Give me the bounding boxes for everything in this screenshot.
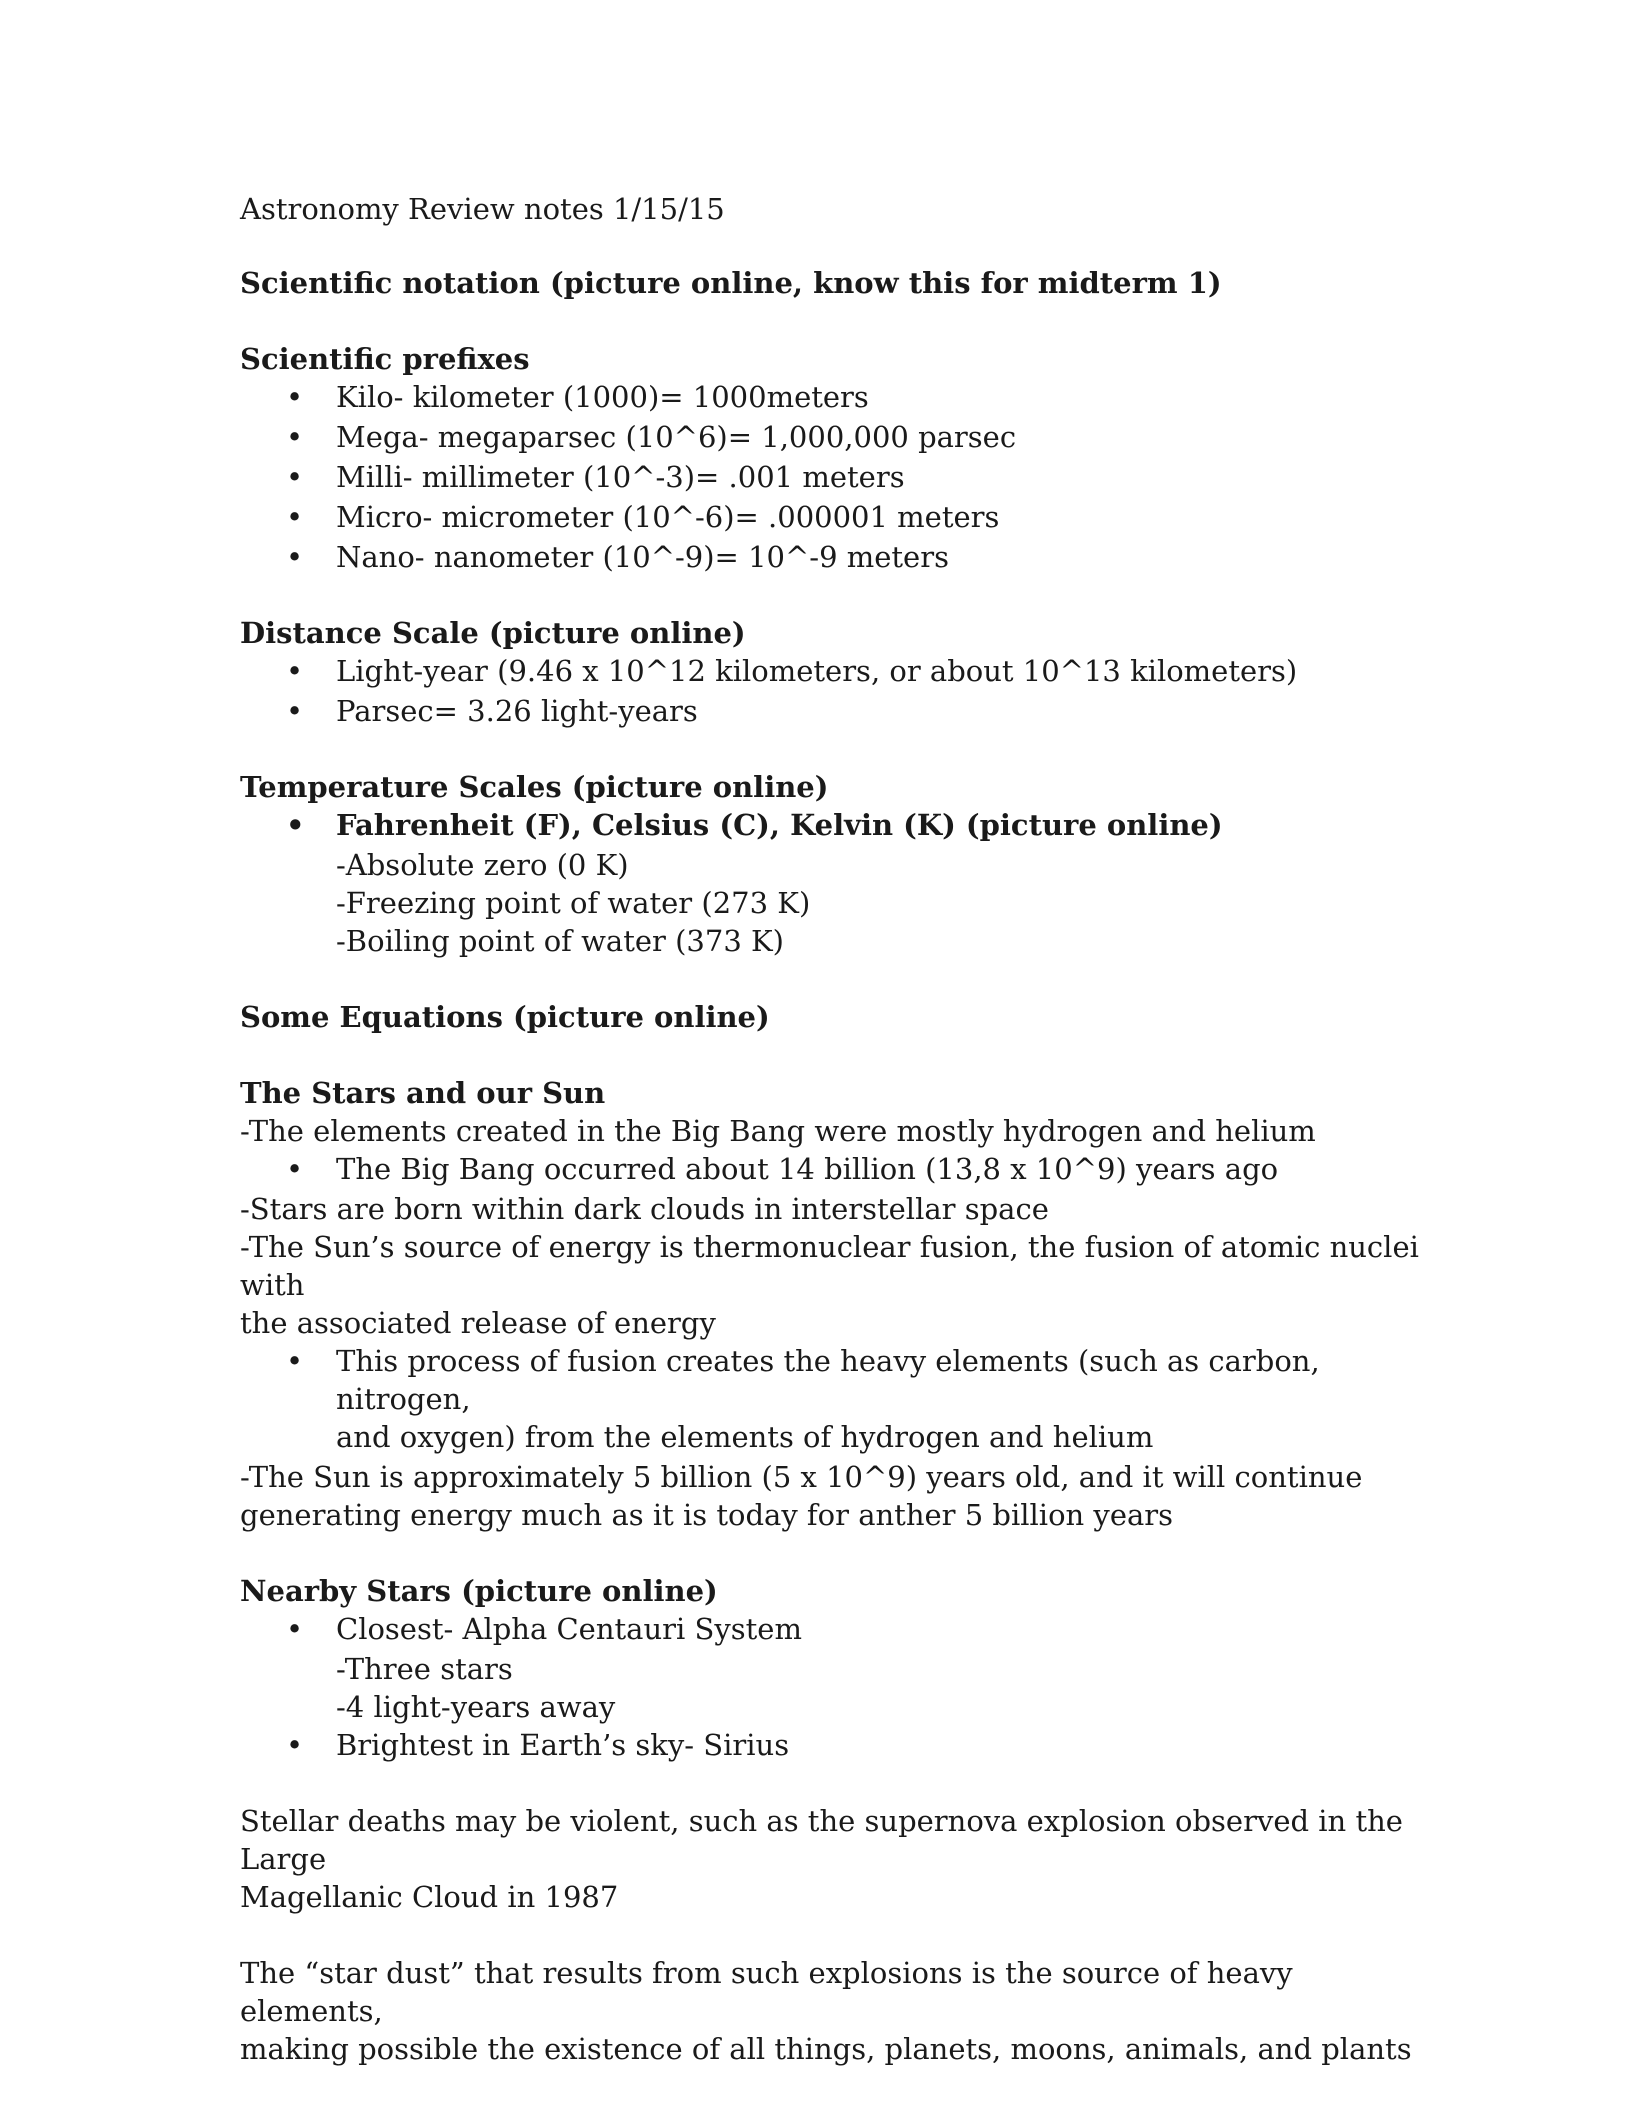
nearby-sub-three-stars: -Three stars [336, 1652, 513, 1686]
heading-temperature-scales: Temperature Scales (picture online) [240, 770, 829, 804]
prefix-item-nano: • Nano- nanometer (10^-9)= 10^-9 meters [286, 540, 949, 574]
prefix-item-milli: • Milli- millimeter (10^-3)= .001 meters [286, 460, 905, 494]
document-page [240, 190, 1420, 2106]
bullet-icon: • [286, 540, 304, 574]
temperature-sub-absolute-zero: -Absolute zero (0 K) [336, 848, 629, 882]
section-star-dust [240, 1954, 1420, 2068]
temperature-sub-freezing: -Freezing point of water (273 K) [336, 886, 811, 920]
section-nearby-stars [240, 1572, 1420, 1764]
heading-scientific-prefixes: Scientific prefixes [240, 342, 530, 376]
stars-sun-line-star-birth: -Stars are born within dark clouds in interstellar space [240, 1192, 1049, 1226]
nearby-stars-list-2 [240, 1726, 1420, 1764]
section-stellar-deaths [240, 1802, 1420, 1916]
stars-sun-line-fusion-b: the associated release of energy [240, 1306, 716, 1340]
bullet-icon: • [286, 1152, 304, 1186]
star-dust-line-2: making possible the existence of all things, planets, moons, animals, and plants [240, 2032, 1412, 2066]
stars-sun-item-big-bang-age: • The Big Bang occurred about 14 billion (13,8 x 10^9) years ago [286, 1152, 1279, 1186]
section-scientific-prefixes [240, 340, 1420, 576]
nearby-sub-distance: -4 light-years away [336, 1690, 616, 1724]
section-scientific-notation [240, 264, 1420, 302]
bullet-icon: • [286, 1612, 304, 1646]
distance-item-light-year: • Light-year (9.46 x 10^12 kilometers, or about 10^13 kilometers) [286, 654, 1298, 688]
stars-sun-line-fusion-a: -The Sun’s source of energy is thermonuclear fusion, the fusion of atomic nuclei with [240, 1230, 1419, 1302]
bullet-icon: • [286, 1344, 304, 1378]
prefix-item-mega: • Mega- megaparsec (10^6)= 1,000,000 parsec [286, 420, 1017, 454]
distance-item-parsec: • Parsec= 3.26 light-years [286, 694, 698, 728]
stars-sun-line-sun-age-a: -The Sun is approximately 5 billion (5 x 10^9) years old, and it will continue [240, 1460, 1363, 1494]
nearby-item-closest: • Closest- Alpha Centauri System [286, 1612, 802, 1646]
section-temperature-scales [240, 768, 1420, 960]
distance-list [240, 652, 1420, 730]
heading-scientific-notation: Scientific notation (picture online, know this for midterm 1) [240, 266, 1222, 300]
prefix-item-kilo: • Kilo- kilometer (1000)= 1000meters [286, 380, 869, 414]
bullet-icon: • [286, 500, 304, 534]
nearby-item-brightest: • Brightest in Earth’s sky- Sirius [286, 1728, 790, 1762]
temperature-list [240, 806, 1420, 844]
nearby-stars-list-1 [240, 1610, 1420, 1648]
section-stars-sun [240, 1074, 1420, 1534]
star-dust-line-1: The “star dust” that results from such explosions is the source of heavy elements, [240, 1956, 1293, 2028]
temperature-sub-boiling: -Boiling point of water (373 K) [336, 924, 784, 958]
heading-equations: Some Equations (picture online) [240, 1000, 770, 1034]
stars-sun-item-heavy-elements: • This process of fusion creates the heavy elements (such as carbon, nitrogen, and oxygen) from the elements of hydrogen and helium [286, 1344, 1320, 1454]
bullet-icon: • [286, 694, 304, 728]
bullet-icon: • [286, 380, 304, 414]
section-equations [240, 998, 1420, 1036]
heading-nearby-stars: Nearby Stars (picture online) [240, 1574, 718, 1608]
bullet-icon: • [286, 808, 305, 842]
stars-sun-list-2 [240, 1342, 1420, 1456]
stellar-deaths-line-2: Magellanic Cloud in 1987 [240, 1880, 619, 1914]
section-distance-scale [240, 614, 1420, 730]
heading-stars-sun: The Stars and our Sun [240, 1076, 606, 1110]
bullet-icon: • [286, 420, 304, 454]
bullet-icon: • [286, 1728, 304, 1762]
bullet-icon: • [286, 460, 304, 494]
stars-sun-line-sun-age-b: generating energy much as it is today for anther 5 billion years [240, 1498, 1174, 1532]
stellar-deaths-line-1: Stellar deaths may be violent, such as the supernova explosion observed in the Large [240, 1804, 1403, 1876]
prefix-item-micro: • Micro- micrometer (10^-6)= .000001 meters [286, 500, 1000, 534]
stars-sun-list-1 [240, 1150, 1420, 1188]
stars-sun-line-big-bang-elements: -The elements created in the Big Bang were mostly hydrogen and helium [240, 1114, 1316, 1148]
temperature-item-scales: • Fahrenheit (F), Celsius (C), Kelvin (K) (picture online) [286, 808, 1223, 842]
document-title: Astronomy Review notes 1/15/15 [240, 192, 725, 226]
heading-distance-scale: Distance Scale (picture online) [240, 616, 746, 650]
prefix-list [240, 378, 1420, 576]
bullet-icon: • [286, 654, 304, 688]
